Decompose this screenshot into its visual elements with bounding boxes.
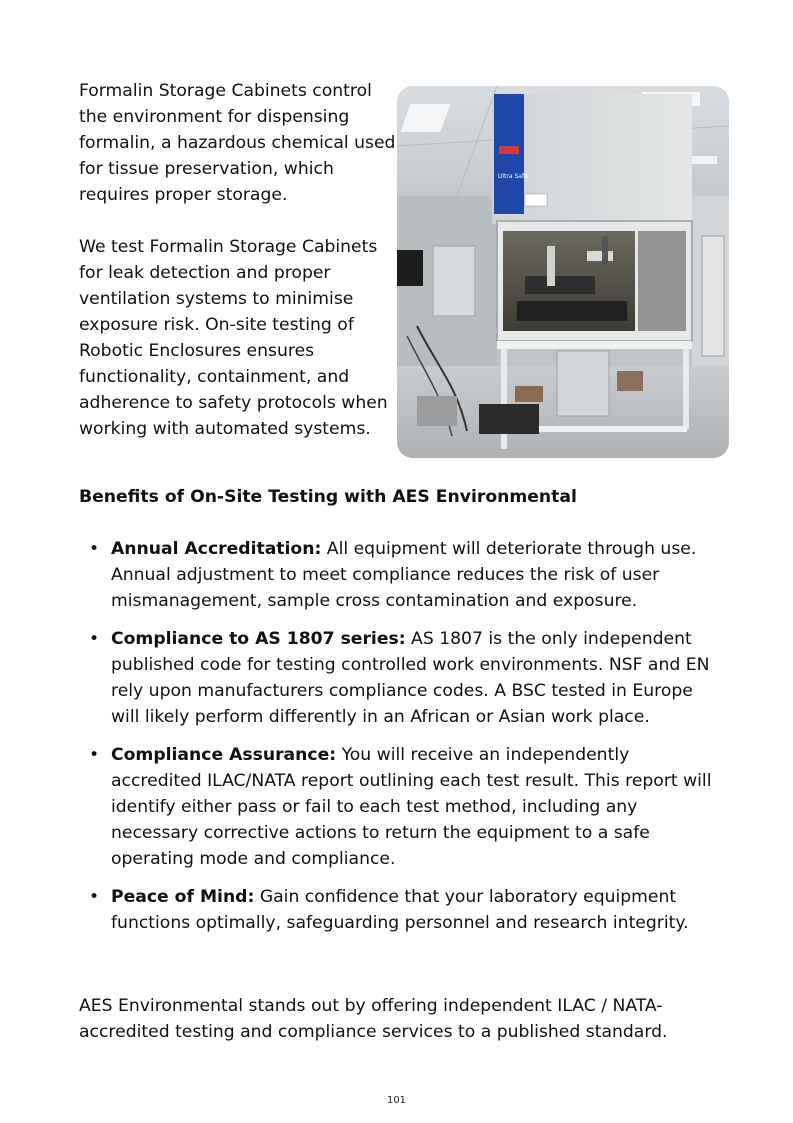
robotic-enclosure-photo	[397, 86, 729, 458]
benefit-term: Peace of Mind:	[111, 887, 255, 907]
benefit-text: Gain confidence that your laboratory equipment functions optimally, safeguarding personnel and research integrity.	[111, 887, 689, 933]
benefits-heading: Benefits of On-Site Testing with AES Environmental	[79, 487, 577, 507]
benefit-term: Annual Accreditation:	[111, 539, 322, 559]
cabinet-label: Ultra Safe	[498, 173, 528, 180]
photo-illustration	[397, 86, 729, 458]
benefit-term: Compliance Assurance:	[111, 745, 337, 765]
benefit-term: Compliance to AS 1807 series:	[111, 629, 406, 649]
benefit-text: All equipment will deteriorate through use. Annual adjustment to meet compliance reduces the risk of user mismanagement, sample cross contamination and exposure.	[111, 539, 697, 611]
intro-paragraph-2: We test Formalin Storage Cabinets for leak detection and proper ventilation systems to minimise exposure risk. On-site testing of Robotic Enclosures ensures functionality, containment, and adherence to safety protocols when working with automated systems.	[79, 237, 388, 439]
benefit-item	[79, 536, 719, 614]
benefit-item	[79, 626, 719, 730]
benefit-text: You will receive an independently accredited ILAC/NATA report outlining each test result. This report will identify either pass or fail to each test method, including any necessary corrective actions to return the equipment to a safe operating mode and compliance.	[111, 745, 712, 869]
bullet-icon: •	[89, 539, 100, 559]
bullet-icon: •	[89, 887, 100, 907]
benefit-item	[79, 884, 719, 936]
page-number: 101	[386, 1095, 407, 1106]
closing-paragraph: AES Environmental stands out by offering independent ILAC / NATA-accredited testing and compliance services to a published standard.	[79, 996, 668, 1042]
intro-text	[79, 78, 397, 468]
intro-paragraph-1: Formalin Storage Cabinets control the environment for dispensing formalin, a hazardous chemical used for tissue preservation, which requires proper storage.	[79, 81, 396, 205]
benefit-text: AS 1807 is the only independent published code for testing controlled work environments. NSF and EN rely upon manufacturers compliance codes. A BSC tested in Europe will likely perform differently in an African or Asian work place.	[111, 629, 710, 727]
benefit-item	[79, 742, 719, 872]
benefits-list	[79, 536, 719, 948]
bullet-icon: •	[89, 629, 100, 649]
bullet-icon: •	[89, 745, 100, 765]
